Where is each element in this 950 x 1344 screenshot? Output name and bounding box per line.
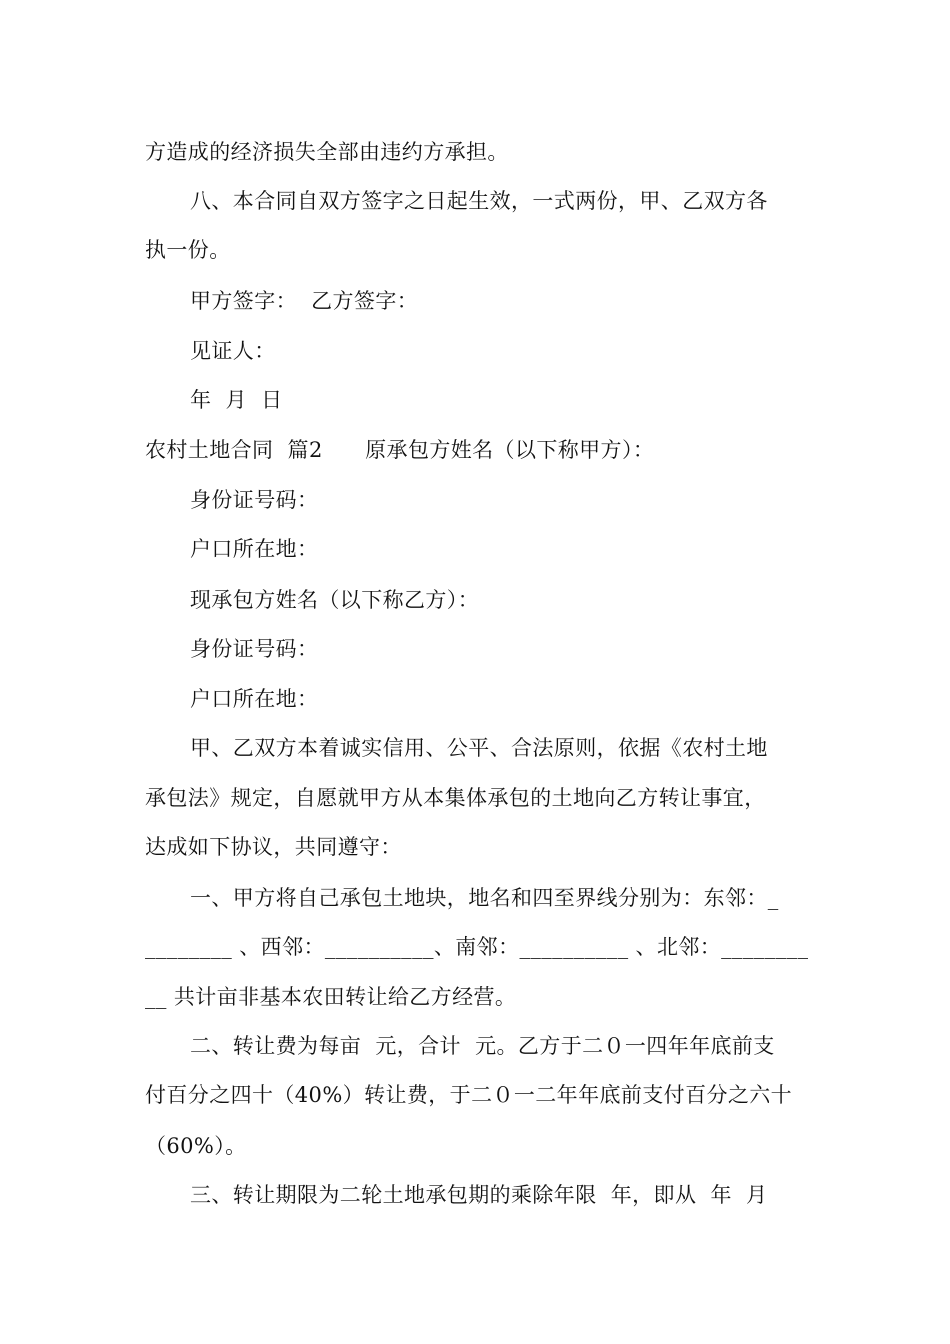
text-line: 方造成的经济损失全部由违约方承担。 [145, 140, 509, 164]
date-line: 年 月 日 [190, 388, 283, 412]
text-line: 一、甲方将自己承包土地块，地名和四至界线分别为：东邻：_ [190, 886, 779, 910]
witness-line: 见证人： [190, 339, 276, 363]
text-line: 八、本合同自双方签字之日起生效，一式两份，甲、乙双方各 [190, 189, 768, 213]
text-line: 身份证号码： [190, 488, 319, 512]
text-line: 身份证号码： [190, 637, 319, 661]
text-line: 户口所在地： [190, 537, 319, 561]
text-line: 达成如下协议，共同遵守： [145, 835, 402, 859]
text-line: 付百分之四十（40%）转让费，于二０一二年年底前支付百分之六十 [145, 1083, 793, 1107]
text-line: 甲、乙双方本着诚实信用、公平、合法原则，依据《农村土地 [190, 736, 768, 760]
text-line: （60%）。 [145, 1134, 247, 1158]
text-line: 执一份。 [145, 238, 231, 262]
section-heading: 农村土地合同 篇2 原承包方姓名（以下称甲方）： [145, 438, 655, 462]
signature-line: 甲方签字： 乙方签字： [190, 289, 419, 313]
text-line: 户口所在地： [190, 687, 319, 711]
text-line: ________ 、西邻：__________、南邻：__________ 、北邻：________ [145, 935, 809, 959]
text-line: __ 共计亩非基本农田转让给乙方经营。 [145, 985, 517, 1009]
text-line: 二、转让费为每亩 元，合计 元。乙方于二０一四年年底前支 [190, 1034, 775, 1058]
text-line: 现承包方姓名（以下称乙方）： [190, 588, 480, 612]
text-line: 承包法》规定，自愿就甲方从本集体承包的土地向乙方转让事宜， [145, 786, 766, 810]
text-line: 三、转让期限为二轮土地承包期的乘除年限 年，即从 年 月 [190, 1183, 768, 1207]
